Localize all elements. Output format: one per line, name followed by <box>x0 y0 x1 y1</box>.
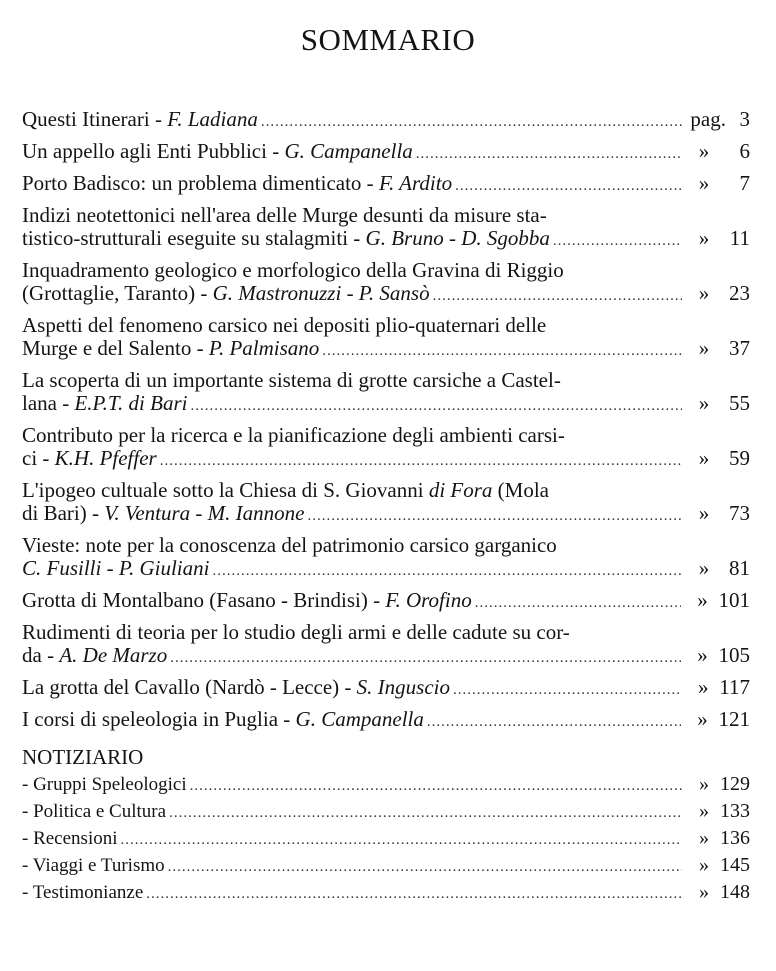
entry-last-line <box>22 676 750 702</box>
page-number: 145 <box>720 854 750 876</box>
dot-leader <box>160 450 682 473</box>
entry-text <box>22 337 319 360</box>
toc-entry <box>22 589 750 615</box>
entry-last-line <box>22 502 750 528</box>
toc-entries <box>22 108 750 734</box>
entry-text <box>22 227 550 250</box>
entry-author: G. Campanella <box>295 707 424 731</box>
entry-last-line <box>22 708 750 734</box>
entry-author: V. Ventura - M. Iannone <box>104 501 305 525</box>
entry-title-part: Murge e del Salento - <box>22 336 209 360</box>
entry-title-part: (Grottaglie, Taranto) - <box>22 281 213 305</box>
entry-title-part: di Bari) - <box>22 501 105 525</box>
entry-text: - Testimonianze <box>22 882 144 903</box>
page-marker: » <box>698 675 709 699</box>
toc-entry <box>22 314 750 363</box>
entry-author: G. Mastronuzzi - P. Sansò <box>212 281 430 305</box>
toc-entry <box>22 204 750 253</box>
entry-author: A. De Marzo <box>59 643 168 667</box>
page-number: 59 <box>729 446 750 470</box>
entry-text <box>22 502 304 525</box>
page-marker: » <box>698 391 710 415</box>
toc-entry <box>22 534 750 583</box>
page-marker: » <box>698 226 710 250</box>
page-number: 105 <box>718 643 750 667</box>
entry-title-part: da - <box>22 643 60 667</box>
entry-author: K.H. Pfeffer <box>54 446 157 470</box>
entry-author: F. Orofino <box>385 588 472 612</box>
entry-title-part: Un appello agli Enti Pubblici - <box>22 139 285 163</box>
notiziario-item <box>22 773 750 797</box>
entry-text <box>22 392 187 415</box>
entry-last-line <box>22 447 750 473</box>
entry-title-part: (Mola <box>492 478 549 502</box>
toc-entry <box>22 259 750 308</box>
entry-title-italic: di Fora <box>428 478 493 502</box>
page-marker: » <box>698 501 710 525</box>
entry-text <box>22 282 430 305</box>
page-marker: » <box>697 588 708 612</box>
page-number: 117 <box>719 675 750 699</box>
page-number: 121 <box>718 707 750 731</box>
page-number: 129 <box>720 773 750 795</box>
entry-text <box>22 140 413 163</box>
entry-title-part: Grotta di Montalbano (Fasano - Brindisi) - <box>22 588 386 612</box>
dot-leader <box>261 111 682 134</box>
entry-last-line <box>22 392 750 418</box>
page-marker: » <box>698 281 710 305</box>
entry-title-line: La scoperta di un importante sistema di grotte carsiche a Castel- <box>22 368 561 392</box>
toc-entry <box>22 676 750 702</box>
entry-author: C. Fusilli - P. Giuliani <box>22 556 210 580</box>
page-marker: » <box>699 800 709 822</box>
page-number: 73 <box>729 501 750 525</box>
page-title: SOMMARIO <box>300 22 476 57</box>
page-number: 101 <box>718 588 750 612</box>
dot-leader <box>307 505 682 528</box>
page-number: 11 <box>729 226 750 250</box>
page-number: 3 <box>739 107 750 131</box>
page-marker: » <box>697 643 708 667</box>
dot-leader <box>453 679 681 702</box>
entry-text <box>22 589 472 612</box>
entry-text: - Recensioni <box>22 828 118 849</box>
entry-author: F. Ladiana <box>167 107 258 131</box>
page-marker: » <box>699 827 709 849</box>
entry-text <box>22 644 167 667</box>
entry-last-line <box>22 172 750 198</box>
page-marker: » <box>699 881 709 903</box>
toc-entry <box>22 621 750 670</box>
toc-entry <box>22 424 750 473</box>
page-marker: » <box>698 556 710 580</box>
entry-author: S. Inguscio <box>356 675 450 699</box>
entry-text: - Politica e Cultura <box>22 801 167 822</box>
toc-entry <box>22 108 750 134</box>
entry-text <box>22 557 209 580</box>
page-marker: pag. <box>690 107 726 131</box>
entry-text <box>22 447 157 470</box>
entry-author: D. Sgobba <box>461 226 550 250</box>
table-of-contents <box>22 108 750 908</box>
entry-title-part: Porto Badisco: un problema dimenticato - <box>22 171 379 195</box>
toc-entry <box>22 708 750 734</box>
dot-leader <box>170 647 680 670</box>
entry-last-line <box>22 557 750 583</box>
page-marker: » <box>699 773 709 795</box>
entry-text: - Viaggi e Turismo <box>22 855 165 876</box>
entry-title-part: lana - <box>22 391 75 415</box>
entry-last-line <box>22 140 750 166</box>
toc-entry <box>22 479 750 528</box>
notiziario-list <box>22 773 750 905</box>
entry-title-line: Indizi neotettonici nell'area delle Murge desunti da misure sta- <box>22 203 547 227</box>
page-number: 136 <box>720 827 750 849</box>
page-marker: » <box>698 171 710 195</box>
entry-title-line <box>22 479 750 502</box>
notiziario-item <box>22 827 750 851</box>
page-number: 37 <box>729 336 750 360</box>
entry-author: E.P.T. di Bari <box>74 391 188 415</box>
entry-author: P. Palmisano <box>208 336 320 360</box>
dot-leader <box>553 230 682 253</box>
dot-leader <box>475 592 681 615</box>
notiziario-heading: NOTIZIARIO <box>22 745 144 769</box>
page-number: 133 <box>720 800 750 822</box>
entry-text <box>22 172 452 195</box>
entry-last-line <box>22 800 750 824</box>
dot-leader <box>416 143 682 166</box>
entry-text: - Gruppi Speleologici <box>22 774 187 795</box>
notiziario-item <box>22 800 750 824</box>
dot-leader <box>455 175 682 198</box>
entry-title-part: Questi Itinerari - <box>22 107 168 131</box>
dot-leader <box>212 560 682 583</box>
toc-entry <box>22 369 750 418</box>
entry-title-line: Rudimenti di teoria per lo studio degli armi e delle cadute su cor- <box>22 620 570 644</box>
entry-last-line <box>22 227 750 253</box>
notiziario-item <box>22 881 750 905</box>
page-marker: » <box>698 446 710 470</box>
dot-leader <box>168 856 682 878</box>
page-number: 148 <box>720 881 750 903</box>
entry-last-line <box>22 282 750 308</box>
entry-author: G. Campanella <box>284 139 413 163</box>
entry-title-line: Vieste: note per la conoscenza del patrimonio carsico garganico <box>22 533 557 557</box>
entry-title-part: I corsi di speleologia in Puglia - <box>22 707 296 731</box>
page-number: 81 <box>729 556 750 580</box>
entry-last-line <box>22 589 750 615</box>
page-marker: » <box>698 336 710 360</box>
dot-leader <box>427 711 681 734</box>
dot-leader <box>190 395 682 418</box>
entry-author: G. Bruno <box>365 226 444 250</box>
entry-text <box>22 108 258 131</box>
entry-text <box>22 676 450 699</box>
author-separator: - <box>443 226 462 250</box>
entry-last-line <box>22 881 750 905</box>
entry-title-line: Aspetti del fenomeno carsico nei depositi plio-quaternari delle <box>22 313 547 337</box>
entry-last-line <box>22 827 750 851</box>
entry-title-part: La grotta del Cavallo (Nardò - Lecce) - <box>22 675 357 699</box>
toc-entry <box>22 140 750 166</box>
page-marker: » <box>699 854 709 876</box>
dot-leader <box>146 883 682 905</box>
entry-text <box>22 708 424 731</box>
dot-leader <box>121 829 682 851</box>
dot-leader <box>190 775 682 797</box>
page-number: 7 <box>739 171 750 195</box>
page-marker: » <box>698 139 710 163</box>
entry-title-line: Contributo per la ricerca e la pianificazione degli ambienti carsi- <box>22 423 565 447</box>
entry-author: F. Ardito <box>378 171 453 195</box>
page-number: 55 <box>729 391 750 415</box>
entry-last-line <box>22 644 750 670</box>
entry-last-line <box>22 854 750 878</box>
notiziario-item <box>22 854 750 878</box>
entry-title-part: L'ipogeo cultuale sotto la Chiesa di S. Giovanni <box>22 478 429 502</box>
dot-leader <box>169 802 682 824</box>
page-marker: » <box>697 707 708 731</box>
toc-entry <box>22 172 750 198</box>
dot-leader <box>322 340 682 363</box>
entry-last-line <box>22 773 750 797</box>
entry-title-line: Inquadramento geologico e morfologico della Gravina di Riggio <box>22 258 564 282</box>
page-number: 6 <box>739 139 750 163</box>
entry-last-line <box>22 108 750 134</box>
dot-leader <box>433 285 682 308</box>
page-number: 23 <box>729 281 750 305</box>
entry-title-part: ci - <box>22 446 55 470</box>
entry-last-line <box>22 337 750 363</box>
entry-title-part: tistico-strutturali eseguite su stalagmiti - <box>22 226 366 250</box>
